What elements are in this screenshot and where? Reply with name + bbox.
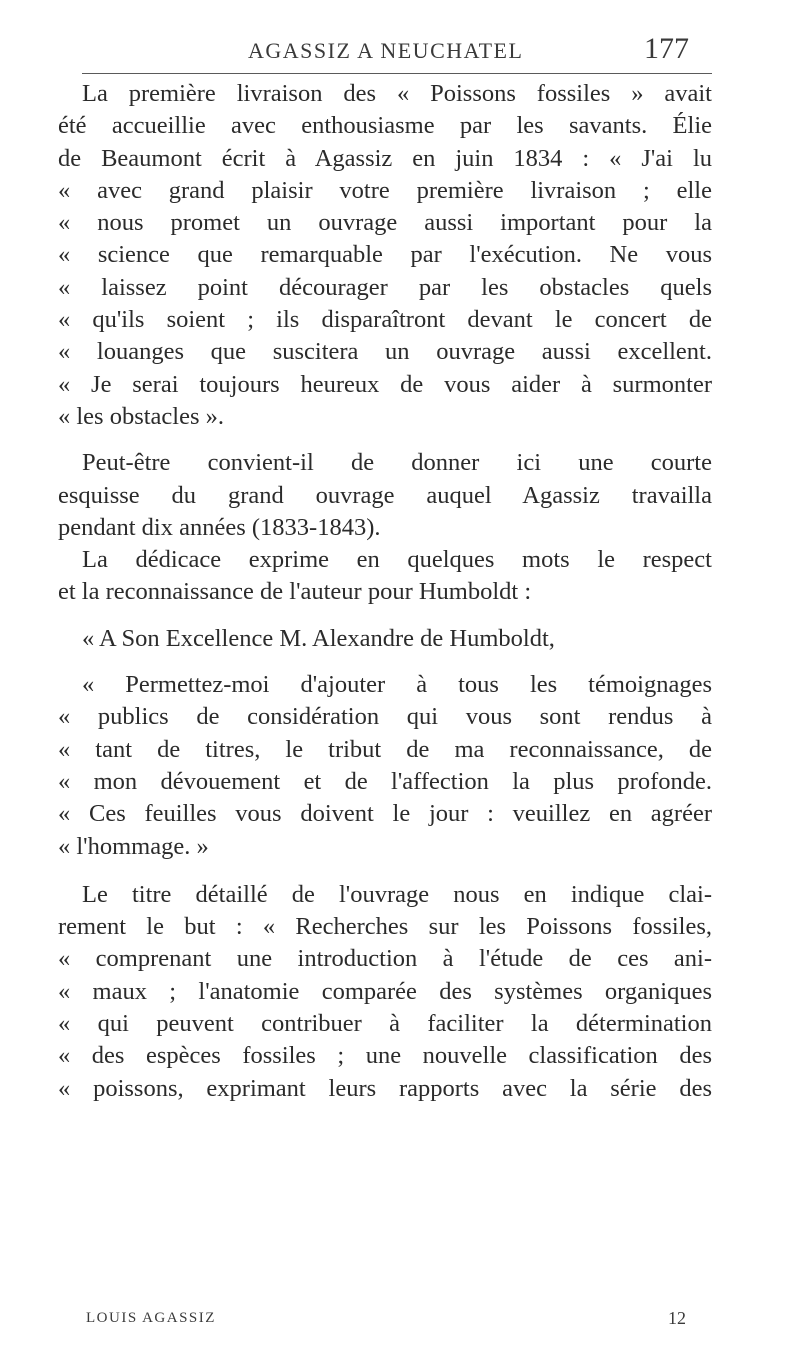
text-line: « nous promet un ouvrage aussi important pour la — [58, 209, 712, 237]
text-line: Peut-être convient-il de donner ici une courte — [82, 449, 712, 477]
page-number: 177 — [644, 32, 689, 65]
text-line: « A Son Excellence M. Alexandre de Humboldt, — [82, 624, 555, 652]
text-line: rement le but : « Recherches sur les Poissons fossiles, — [58, 913, 712, 941]
paragraph-title — [58, 879, 712, 1105]
body-text — [58, 78, 712, 1105]
text-line: « avec grand plaisir votre première livraison ; elle — [58, 176, 712, 204]
text-line: « publics de considération qui vous sont rendus à — [58, 703, 712, 731]
running-head: AGASSIZ A NEUCHATEL — [248, 38, 524, 63]
text-line: et la reconnaissance de l'auteur pour Humboldt : — [58, 578, 532, 606]
text-line: pendant dix années (1833-1843). — [58, 513, 381, 541]
text-line: « laissez point décourager par les obstacles quels — [58, 273, 712, 301]
dedication-address — [58, 623, 712, 655]
signature-mark: LOUIS AGASSIZ — [86, 1310, 216, 1326]
text-line: « maux ; l'anatomie comparée des systèmes organiques — [58, 977, 712, 1005]
text-line: « les obstacles ». — [58, 402, 225, 430]
text-line: été accueillie avec enthousiasme par les savants. Élie — [58, 112, 712, 140]
text-line: « tant de titres, le tribut de ma reconnaissance, de — [58, 735, 712, 763]
text-line: « Ces feuilles vous doivent le jour : veuillez en agréer — [58, 800, 712, 828]
text-line: « Je serai toujours heureux de vous aider à surmonter — [58, 370, 712, 398]
text-line: « Permettez-moi d'ajouter à tous les témoignages — [82, 671, 712, 699]
text-line: La dédicace exprime en quelques mots le respect — [82, 546, 712, 574]
text-line: Le titre détaillé de l'ouvrage nous en indique clai- — [82, 880, 712, 908]
page-header — [0, 32, 800, 76]
paragraph-reception — [58, 78, 712, 433]
dedication-text — [58, 669, 712, 863]
text-line: « louanges que suscitera un ouvrage aussi excellent. — [58, 338, 712, 366]
header-rule — [82, 73, 712, 74]
text-line: « comprenant une introduction à l'étude de ces ani- — [58, 945, 712, 973]
page-footer — [0, 1308, 800, 1338]
text-line: esquisse du grand ouvrage auquel Agassiz travailla — [58, 481, 712, 509]
text-line: « l'hommage. » — [58, 832, 209, 860]
text-line: « mon dévouement et de l'affection la plus profonde. — [58, 767, 712, 795]
text-line: de Beaumont écrit à Agassiz en juin 1834 : « J'ai lu — [58, 144, 712, 172]
text-line: « qui peuvent contribuer à faciliter la détermination — [58, 1010, 712, 1038]
paragraph-sketch — [58, 447, 712, 544]
paragraph-dedication-intro — [58, 544, 712, 609]
text-line: « des espèces fossiles ; une nouvelle classification des — [58, 1042, 712, 1070]
text-line: « science que remarquable par l'exécution. Ne vous — [58, 241, 712, 269]
text-line: « qu'ils soient ; ils disparaîtront devant le concert de — [58, 306, 712, 334]
text-line: « poissons, exprimant leurs rapports avec la série des — [58, 1074, 712, 1102]
sheet-number: 12 — [668, 1308, 686, 1328]
text-line: La première livraison des « Poissons fossiles » avait — [82, 80, 712, 107]
